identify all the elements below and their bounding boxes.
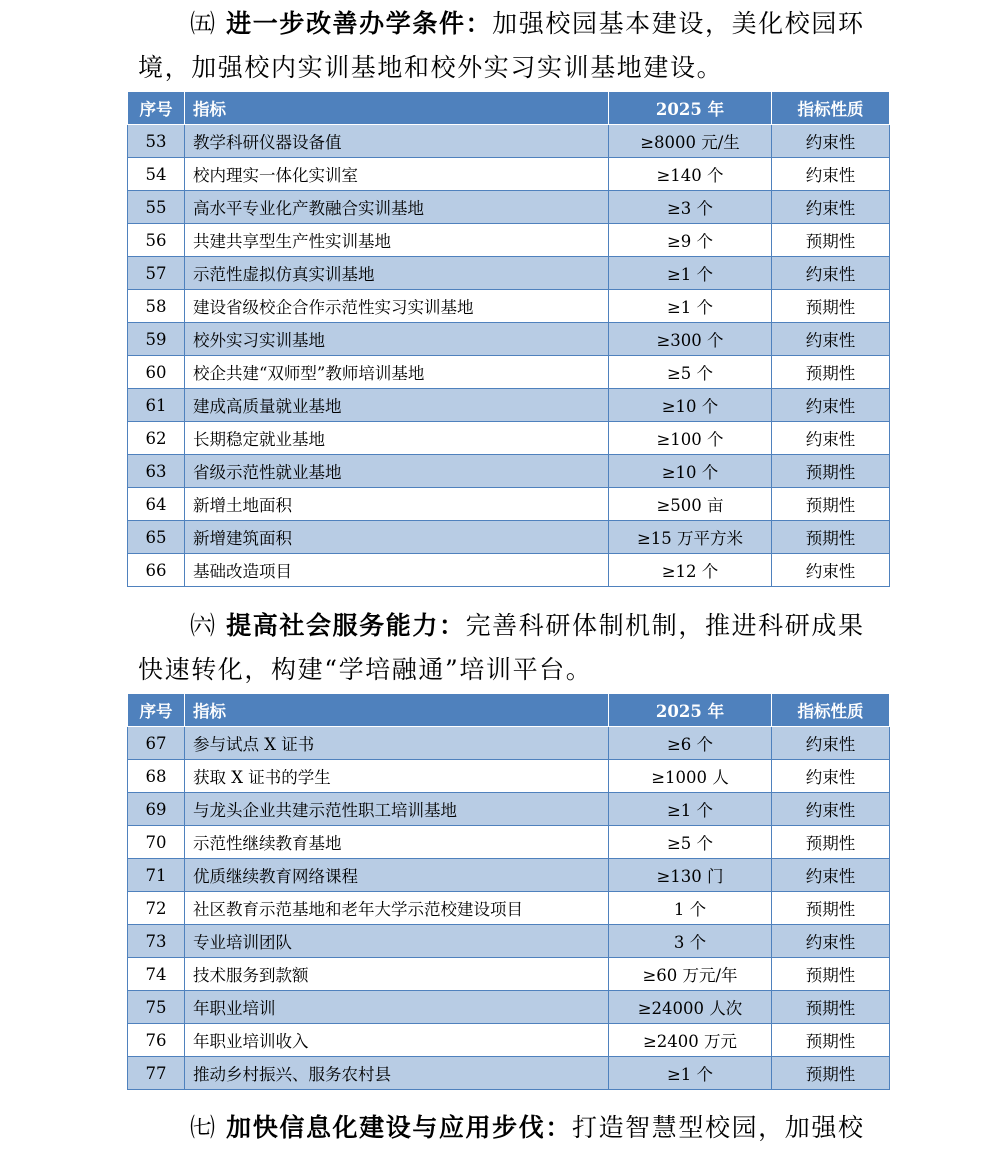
cell-indicator: 基础改造项目 bbox=[185, 554, 609, 587]
header-year: 2025 年 bbox=[609, 694, 772, 727]
cell-target: ≥1 个 bbox=[609, 793, 772, 826]
cell-target: ≥24000 人次 bbox=[609, 991, 772, 1024]
cell-seq: 64 bbox=[128, 488, 185, 521]
cell-nature: 预期性 bbox=[772, 455, 890, 488]
cell-seq: 69 bbox=[128, 793, 185, 826]
table-row bbox=[128, 521, 890, 554]
cell-target: ≥300 个 bbox=[609, 323, 772, 356]
cell-seq: 60 bbox=[128, 356, 185, 389]
table-header-row bbox=[128, 92, 890, 125]
cell-nature: 预期性 bbox=[772, 521, 890, 554]
cell-seq: 56 bbox=[128, 224, 185, 257]
header-nature: 指标性质 bbox=[772, 92, 890, 125]
cell-nature: 约束性 bbox=[772, 158, 890, 191]
cell-target: ≥1 个 bbox=[609, 257, 772, 290]
table-2-body bbox=[128, 727, 890, 1090]
cell-seq: 58 bbox=[128, 290, 185, 323]
cell-seq: 53 bbox=[128, 125, 185, 158]
section-5-heading: 进一步改善办学条件： bbox=[226, 9, 493, 38]
cell-nature: 预期性 bbox=[772, 892, 890, 925]
cell-nature: 预期性 bbox=[772, 1024, 890, 1057]
header-year: 2025 年 bbox=[609, 92, 772, 125]
cell-target: ≥6 个 bbox=[609, 727, 772, 760]
table-header-row bbox=[128, 694, 890, 727]
table-row bbox=[128, 257, 890, 290]
table-row bbox=[128, 224, 890, 257]
header-indicator: 指标 bbox=[185, 694, 609, 727]
cell-indicator: 高水平专业化产教融合实训基地 bbox=[185, 191, 609, 224]
cell-nature: 预期性 bbox=[772, 488, 890, 521]
cell-seq: 61 bbox=[128, 389, 185, 422]
cell-nature: 约束性 bbox=[772, 793, 890, 826]
table-row bbox=[128, 323, 890, 356]
section-7-marker: ㈦ bbox=[190, 1113, 217, 1142]
section-6-paragraph bbox=[138, 604, 888, 692]
cell-nature: 预期性 bbox=[772, 224, 890, 257]
cell-seq: 67 bbox=[128, 727, 185, 760]
cell-target: ≥15 万平方米 bbox=[609, 521, 772, 554]
section-6-heading: 提高社会服务能力： bbox=[226, 611, 466, 640]
cell-indicator: 共建共享型生产性实训基地 bbox=[185, 224, 609, 257]
cell-nature: 约束性 bbox=[772, 760, 890, 793]
table-row bbox=[128, 158, 890, 191]
table-row bbox=[128, 925, 890, 958]
cell-target: ≥5 个 bbox=[609, 826, 772, 859]
cell-seq: 62 bbox=[128, 422, 185, 455]
cell-indicator: 建设省级校企合作示范性实习实训基地 bbox=[185, 290, 609, 323]
cell-indicator: 年职业培训收入 bbox=[185, 1024, 609, 1057]
cell-target: ≥8000 元/生 bbox=[609, 125, 772, 158]
cell-indicator: 年职业培训 bbox=[185, 991, 609, 1024]
cell-indicator: 校企共建“双师型”教师培训基地 bbox=[185, 356, 609, 389]
cell-nature: 约束性 bbox=[772, 925, 890, 958]
cell-nature: 预期性 bbox=[772, 991, 890, 1024]
cell-target: ≥9 个 bbox=[609, 224, 772, 257]
cell-seq: 73 bbox=[128, 925, 185, 958]
cell-indicator: 新增建筑面积 bbox=[185, 521, 609, 554]
table-row bbox=[128, 859, 890, 892]
section-6-text-line2: 快速转化，构建“学培融通”培训平台。 bbox=[138, 655, 593, 684]
header-seq: 序号 bbox=[128, 92, 185, 125]
cell-nature: 预期性 bbox=[772, 290, 890, 323]
section-5-text-line1: 加强校园基本建设，美化校园环 bbox=[492, 9, 865, 38]
cell-seq: 75 bbox=[128, 991, 185, 1024]
cell-nature: 约束性 bbox=[772, 554, 890, 587]
section-5-text-line2: 境，加强校内实训基地和校外实习实训基地建设。 bbox=[138, 53, 724, 82]
cell-indicator: 新增土地面积 bbox=[185, 488, 609, 521]
cell-seq: 59 bbox=[128, 323, 185, 356]
cell-target: ≥1 个 bbox=[609, 1057, 772, 1090]
table-row bbox=[128, 455, 890, 488]
section-5-paragraph bbox=[138, 2, 888, 90]
cell-nature: 约束性 bbox=[772, 859, 890, 892]
cell-target: ≥3 个 bbox=[609, 191, 772, 224]
cell-indicator: 技术服务到款额 bbox=[185, 958, 609, 991]
table-row bbox=[128, 554, 890, 587]
cell-indicator: 与龙头企业共建示范性职工培训基地 bbox=[185, 793, 609, 826]
cell-nature: 预期性 bbox=[772, 958, 890, 991]
table-row bbox=[128, 422, 890, 455]
table-row bbox=[128, 892, 890, 925]
header-indicator: 指标 bbox=[185, 92, 609, 125]
table-row bbox=[128, 125, 890, 158]
section-7-text-line1: 打造智慧型校园，加强校 bbox=[571, 1113, 865, 1142]
cell-indicator: 长期稳定就业基地 bbox=[185, 422, 609, 455]
table-row bbox=[128, 727, 890, 760]
cell-target: ≥10 个 bbox=[609, 389, 772, 422]
cell-target: ≥60 万元/年 bbox=[609, 958, 772, 991]
cell-indicator: 省级示范性就业基地 bbox=[185, 455, 609, 488]
cell-nature: 约束性 bbox=[772, 125, 890, 158]
cell-target: ≥500 亩 bbox=[609, 488, 772, 521]
cell-indicator: 专业培训团队 bbox=[185, 925, 609, 958]
cell-seq: 74 bbox=[128, 958, 185, 991]
cell-indicator: 社区教育示范基地和老年大学示范校建设项目 bbox=[185, 892, 609, 925]
cell-indicator: 获取 X 证书的学生 bbox=[185, 760, 609, 793]
cell-indicator: 校外实习实训基地 bbox=[185, 323, 609, 356]
cell-target: ≥10 个 bbox=[609, 455, 772, 488]
cell-nature: 约束性 bbox=[772, 323, 890, 356]
cell-nature: 预期性 bbox=[772, 826, 890, 859]
table-row bbox=[128, 826, 890, 859]
table-row bbox=[128, 793, 890, 826]
table-row bbox=[128, 958, 890, 991]
table-row bbox=[128, 760, 890, 793]
cell-indicator: 建成高质量就业基地 bbox=[185, 389, 609, 422]
cell-seq: 65 bbox=[128, 521, 185, 554]
cell-seq: 71 bbox=[128, 859, 185, 892]
table-row bbox=[128, 1057, 890, 1090]
cell-target: ≥140 个 bbox=[609, 158, 772, 191]
section-6-text-line1: 完善科研体制机制，推进科研成果 bbox=[465, 611, 865, 640]
cell-seq: 63 bbox=[128, 455, 185, 488]
cell-nature: 约束性 bbox=[772, 422, 890, 455]
table-row bbox=[128, 290, 890, 323]
cell-target: ≥100 个 bbox=[609, 422, 772, 455]
cell-indicator: 示范性继续教育基地 bbox=[185, 826, 609, 859]
cell-target: ≥5 个 bbox=[609, 356, 772, 389]
table-row bbox=[128, 389, 890, 422]
cell-seq: 54 bbox=[128, 158, 185, 191]
cell-indicator: 参与试点 X 证书 bbox=[185, 727, 609, 760]
cell-indicator: 教学科研仪器设备值 bbox=[185, 125, 609, 158]
cell-target: 1 个 bbox=[609, 892, 772, 925]
cell-target: ≥130 门 bbox=[609, 859, 772, 892]
cell-target: ≥12 个 bbox=[609, 554, 772, 587]
cell-target: ≥1000 人 bbox=[609, 760, 772, 793]
section-5-marker: ㈤ bbox=[190, 9, 217, 38]
indicator-table-1 bbox=[127, 91, 890, 587]
section-7-heading: 加快信息化建设与应用步伐： bbox=[226, 1113, 572, 1142]
cell-seq: 77 bbox=[128, 1057, 185, 1090]
cell-nature: 预期性 bbox=[772, 356, 890, 389]
cell-target: ≥1 个 bbox=[609, 290, 772, 323]
table-1-body bbox=[128, 125, 890, 587]
cell-seq: 55 bbox=[128, 191, 185, 224]
cell-indicator: 示范性虚拟仿真实训基地 bbox=[185, 257, 609, 290]
cell-nature: 预期性 bbox=[772, 1057, 890, 1090]
cell-nature: 约束性 bbox=[772, 257, 890, 290]
cell-nature: 约束性 bbox=[772, 389, 890, 422]
cell-nature: 约束性 bbox=[772, 191, 890, 224]
cell-seq: 76 bbox=[128, 1024, 185, 1057]
table-row bbox=[128, 191, 890, 224]
cell-target: ≥2400 万元 bbox=[609, 1024, 772, 1057]
cell-seq: 66 bbox=[128, 554, 185, 587]
cell-seq: 70 bbox=[128, 826, 185, 859]
cell-indicator: 推动乡村振兴、服务农村县 bbox=[185, 1057, 609, 1090]
table-row bbox=[128, 356, 890, 389]
table-row bbox=[128, 1024, 890, 1057]
cell-target: 3 个 bbox=[609, 925, 772, 958]
section-7-paragraph bbox=[138, 1106, 888, 1150]
cell-indicator: 校内理实一体化实训室 bbox=[185, 158, 609, 191]
cell-nature: 约束性 bbox=[772, 727, 890, 760]
header-nature: 指标性质 bbox=[772, 694, 890, 727]
table-row bbox=[128, 991, 890, 1024]
cell-seq: 72 bbox=[128, 892, 185, 925]
cell-seq: 68 bbox=[128, 760, 185, 793]
header-seq: 序号 bbox=[128, 694, 185, 727]
table-row bbox=[128, 488, 890, 521]
cell-seq: 57 bbox=[128, 257, 185, 290]
indicator-table-2 bbox=[127, 693, 890, 1090]
cell-indicator: 优质继续教育网络课程 bbox=[185, 859, 609, 892]
section-6-marker: ㈥ bbox=[190, 611, 217, 640]
